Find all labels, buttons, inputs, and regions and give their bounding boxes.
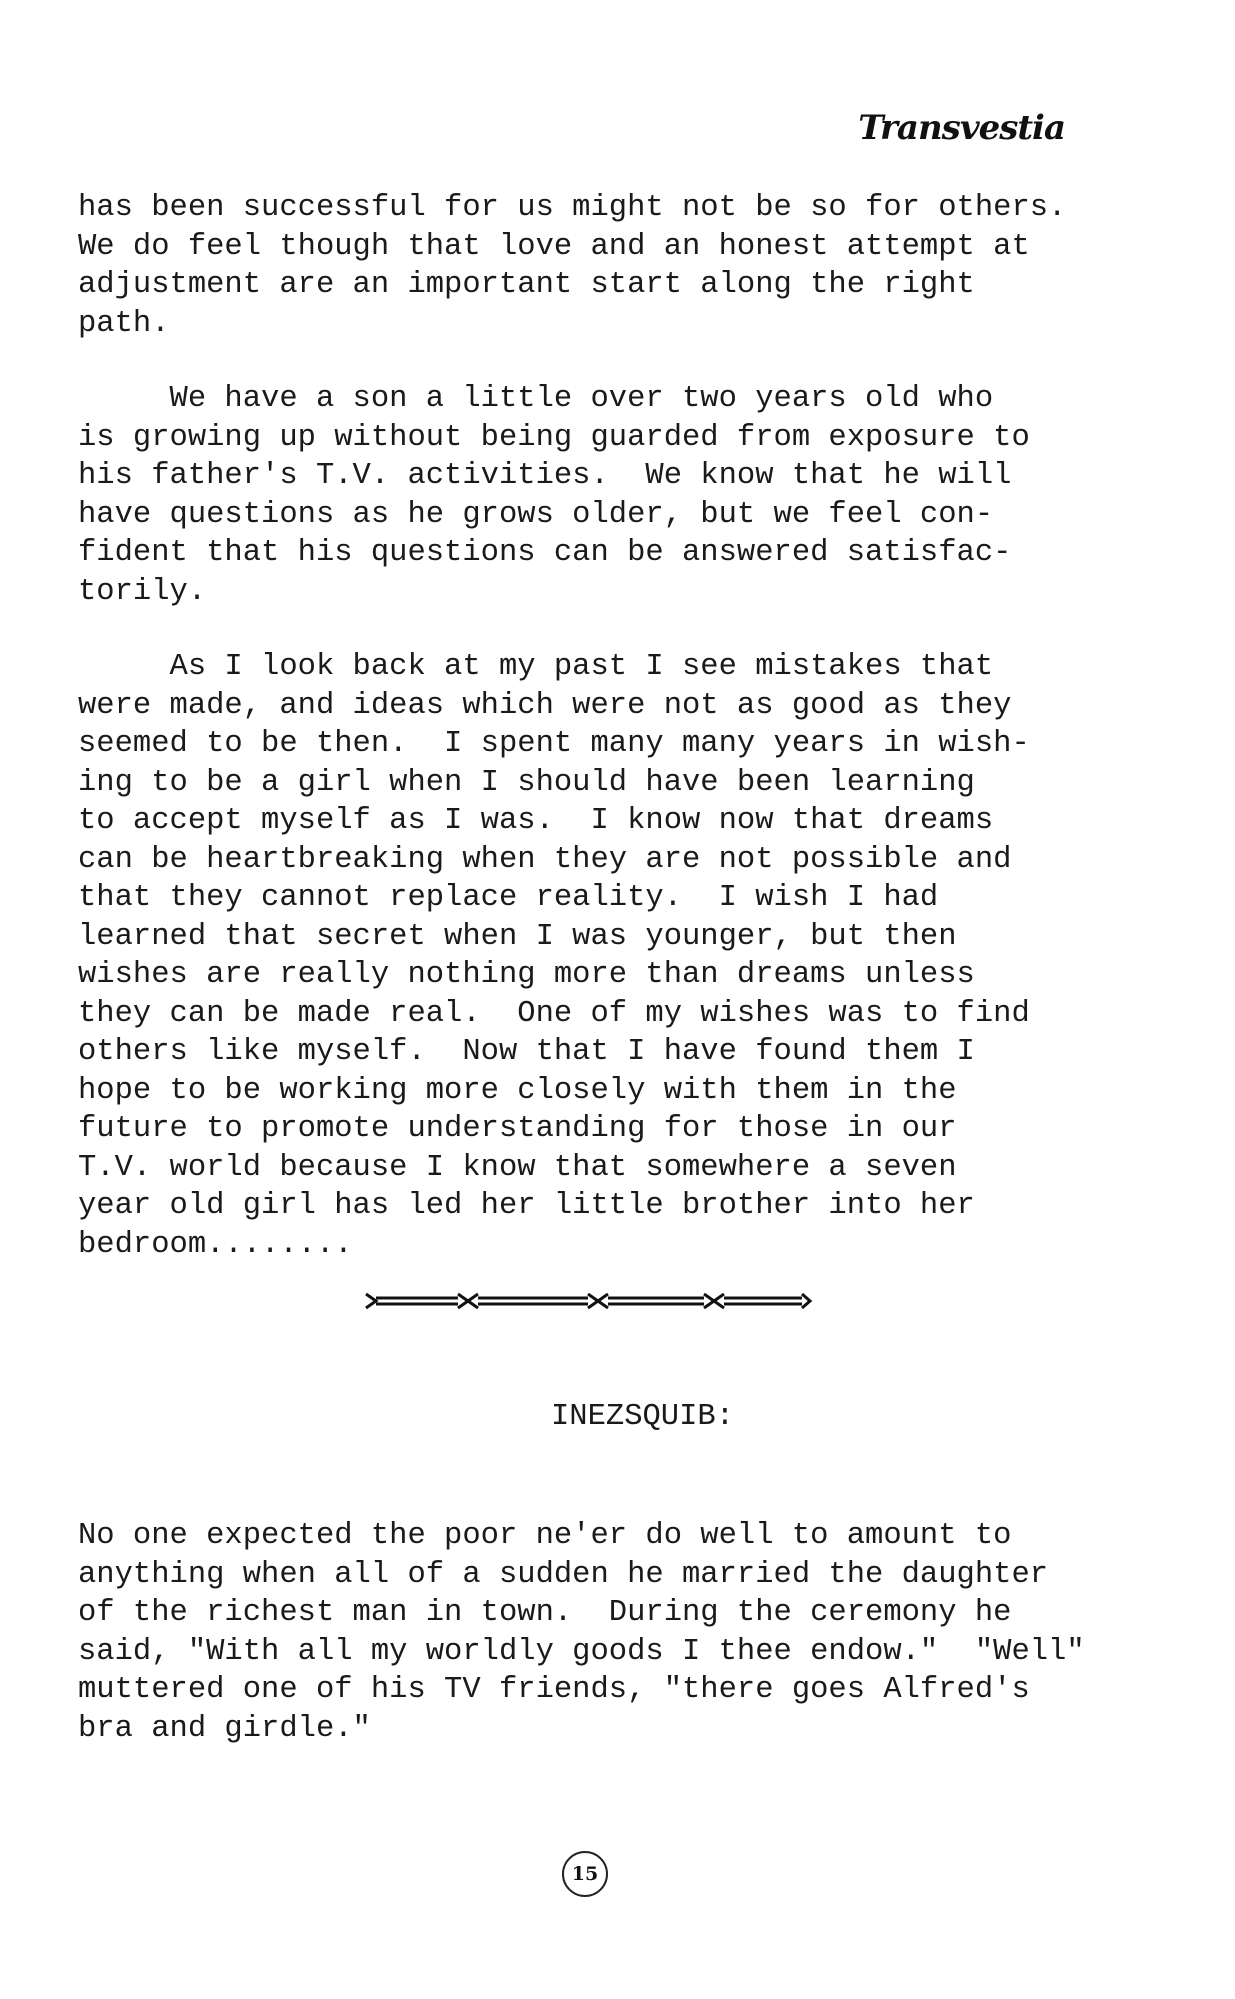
paragraph-1: has been successful for us might not be so for others. We do feel though that love and an honest attempt at adjustment are an important start along the right path.	[78, 191, 1067, 341]
section-divider-ornament	[362, 1290, 814, 1312]
section-title: INEZSQUIB:	[550, 1400, 735, 1434]
paragraph-3: As I look back at my past I see mistakes that were made, and ideas which were not as good as they seemed to be then. I spent many many years in wish- ing to be a girl when I should have been learning to accept myself as I was. I know now that dreams can be heartbreaking when they are not possible and that they cannot replace reality. I wish I had learned that secret when I was younger, but then wishes are really nothing more than dreams unless they can be made real. One of my wishes was to find others like myself. Now that I have found them I hope to be working more closely with them in the future to promote understanding for those in our T.V. world because I know that somewhere a seven year old girl has led her little brother into her bedroom........	[78, 650, 1030, 1262]
page-number: 15	[571, 1863, 599, 1885]
masthead-title: Transvestia	[858, 108, 1065, 148]
page-number-badge	[562, 1851, 608, 1897]
section-paragraph: No one expected the poor ne'er do well to amount to anything when all of a sudden he married the daughter of the richest man in town. During the ceremony he said, "With all my worldly goods I thee endow." "Well" muttered one of his TV friends, "there goes Alfred's bra and girdle."	[78, 1519, 1085, 1746]
paragraph-2: We have a son a little over two years old who is growing up without being guarded from exposure to his father's T.V. activities. We know that he will have questions as he grows older, but we feel con- fident that his questions can be answered satisfac- torily.	[78, 382, 1030, 609]
